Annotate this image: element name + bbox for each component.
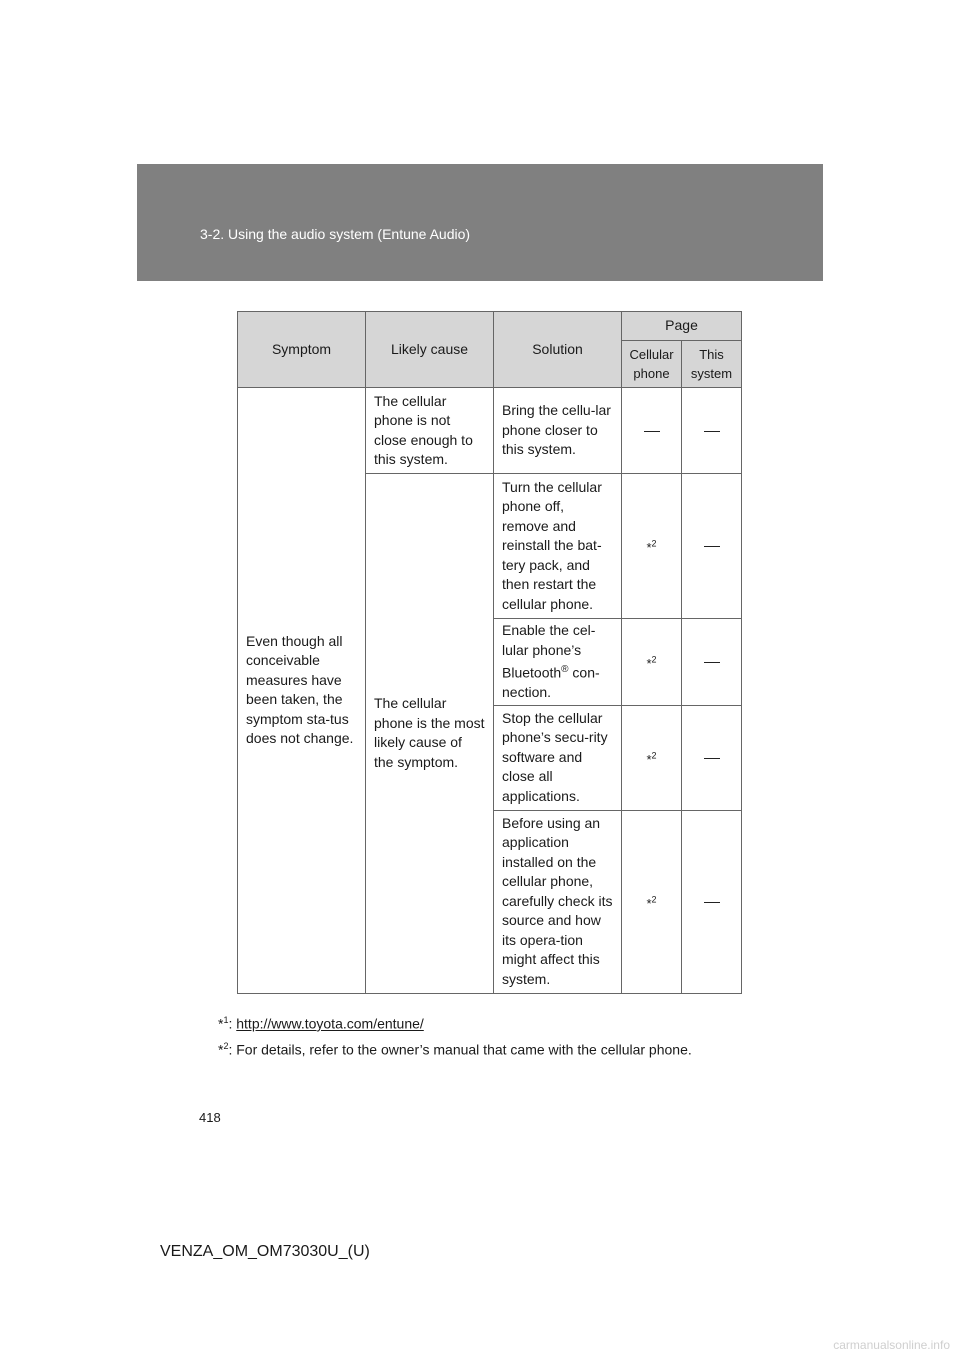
- document-code: VENZA_OM_OM73030U_(U): [160, 1243, 370, 1260]
- solution-cell: Before using an application installed on the cellular phone, carefully check its source and how its opera-tion might affect this system.: [494, 810, 622, 993]
- cause-cell: The cellular phone is the most likely cause of the symptom.: [366, 474, 494, 994]
- dash-mark: [704, 902, 720, 903]
- system-page-cell: [682, 705, 742, 810]
- solution-cell: Stop the cellular phone’s secu-rity software and close all applications.: [494, 705, 622, 810]
- cause-cell: The cellular phone is not close enough to this system.: [366, 388, 494, 474]
- header-this-system: This system: [682, 341, 742, 388]
- header-page: Page: [622, 312, 742, 341]
- header-cellular-phone: Cellular phone: [622, 341, 682, 388]
- footnotes: [218, 1008, 692, 1060]
- system-page-cell: [682, 388, 742, 474]
- section-title: 3-2. Using the audio system (Entune Audio): [200, 226, 471, 242]
- footnote-2: *$^2$: For details, refer to the owner’s manual that came with the cellular phone.: [218, 1041, 692, 1058]
- header-symptom: Symptom: [238, 312, 366, 388]
- watermark: carmanualsonline.info: [833, 1338, 950, 1352]
- solution-cell: Bring the cellu-lar phone closer to this system.: [494, 388, 622, 474]
- solution-cell: Enable the cel-lular phone’s Bluetooth® con-nection.: [494, 619, 622, 706]
- header-solution: Solution: [494, 312, 622, 388]
- troubleshooting-table: [237, 311, 742, 994]
- dash-mark: [704, 662, 720, 663]
- footnote-ref: *$^2$: [646, 894, 657, 911]
- cellular-page-cell: [622, 619, 682, 706]
- table-row: [238, 388, 742, 474]
- cellular-page-cell: [622, 810, 682, 993]
- system-page-cell: [682, 474, 742, 619]
- dash-mark: [704, 431, 720, 432]
- solution-cell: Turn the cellular phone off, remove and reinstall the bat-tery pack, and then restart the cellular phone.: [494, 474, 622, 619]
- header-likely-cause: Likely cause: [366, 312, 494, 388]
- footnote-ref: *$^2$: [646, 538, 657, 555]
- entune-link[interactable]: http://www.toyota.com/entune/: [236, 1015, 424, 1032]
- cellular-page-cell: [622, 474, 682, 619]
- footnote-ref: *$^2$: [646, 750, 657, 767]
- dash-mark: [704, 546, 720, 547]
- cellular-page-cell: [622, 705, 682, 810]
- header-band: [137, 164, 823, 281]
- footnote-1: *$^1$: http://www.toyota.com/entune/: [218, 1015, 424, 1032]
- system-page-cell: [682, 619, 742, 706]
- symptom-cell: Even though all conceivable measures have been taken, the symptom sta-tus does not change.: [238, 388, 366, 994]
- page-number: 418: [199, 1110, 221, 1125]
- dash-mark: [704, 758, 720, 759]
- registered-mark: ®: [561, 664, 569, 675]
- system-page-cell: [682, 810, 742, 993]
- footnote-ref: *$^2$: [646, 654, 657, 671]
- dash-mark: [644, 431, 660, 432]
- cellular-page-cell: [622, 388, 682, 474]
